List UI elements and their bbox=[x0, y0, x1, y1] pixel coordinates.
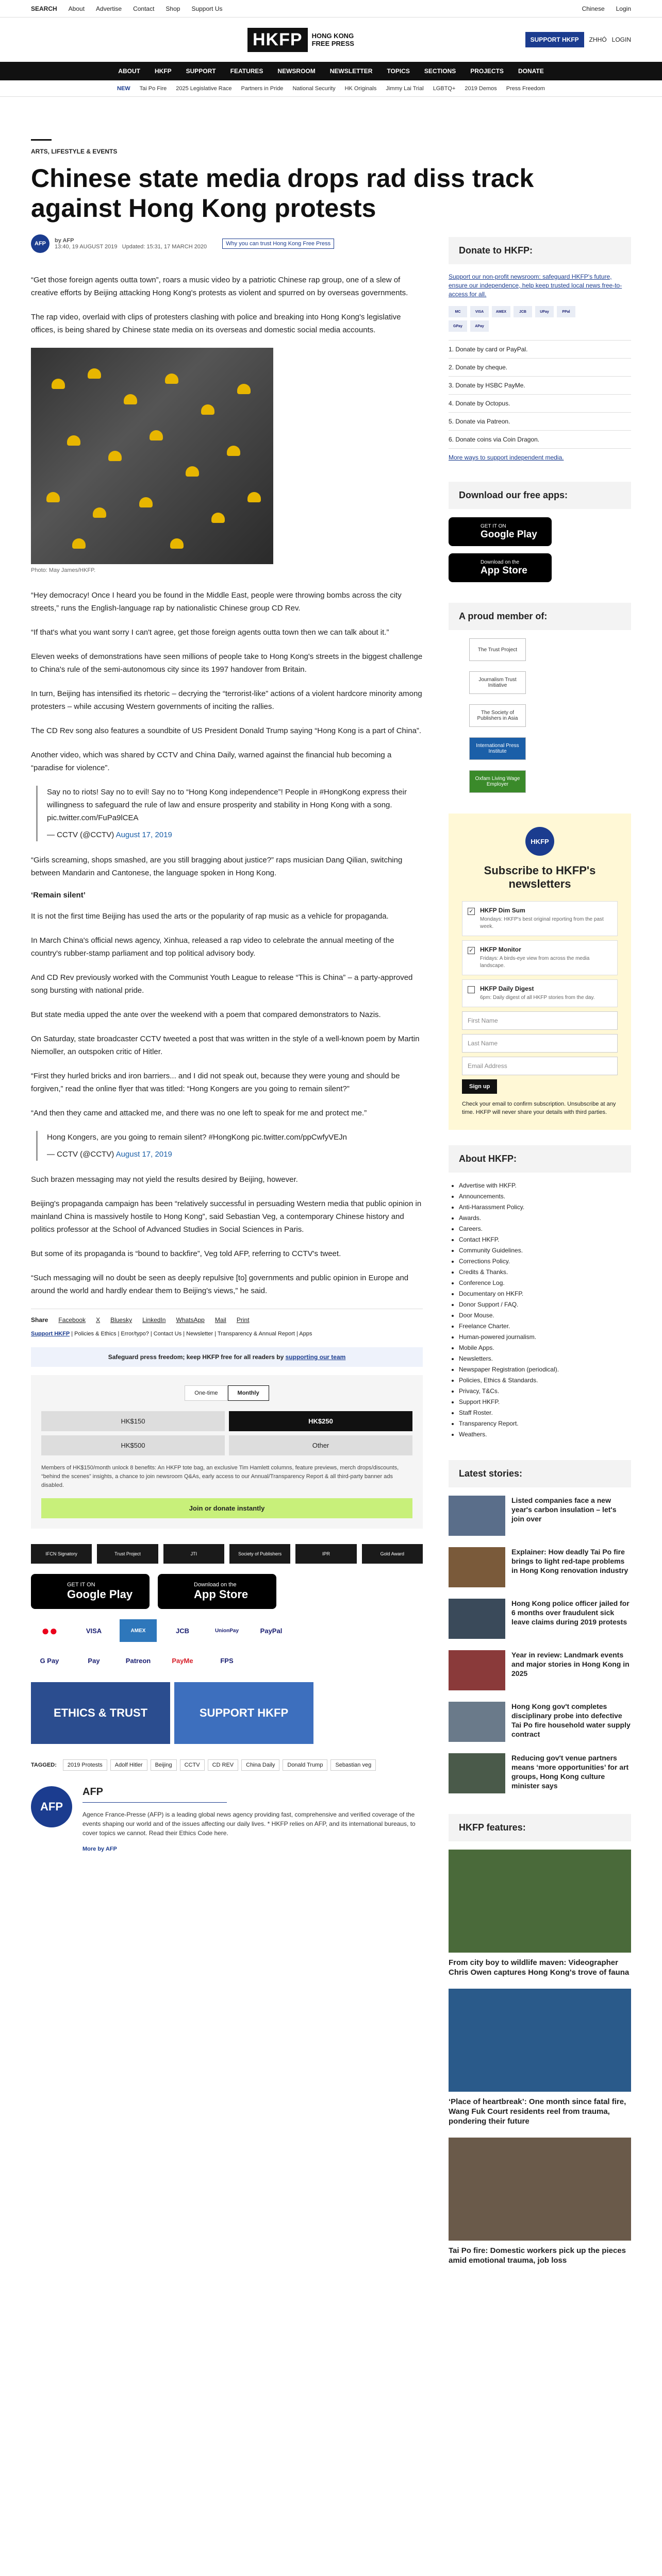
about-title: About HKFP: bbox=[449, 1145, 631, 1173]
paragraph: “If that's what you want sorry I can't agree, get those foreign agents outta town then we can talk about it.” bbox=[31, 628, 389, 637]
pay-payme[interactable]: PayMe bbox=[172, 1656, 193, 1665]
donate-option[interactable]: 1. Donate by card or PayPal. bbox=[449, 341, 631, 359]
latest-item[interactable]: Year in review: Landmark events and major stories in Hong Kong in 2025 bbox=[449, 1650, 631, 1690]
feature-item[interactable]: From city boy to wildlife maven: Videographer Chris Owen captures Hong Kong's trove of fauna bbox=[449, 1850, 631, 1977]
more-by-author-link[interactable]: More by AFP bbox=[82, 1846, 117, 1852]
paragraph: “First they hurled bricks and iron barriers... and I did not speak out, because they were young and should be forgiven,” read the online flyer that was titled: “Hong Kongers are you going to remain silent?” bbox=[31, 1072, 400, 1093]
publish-date: 13:40, 19 AUGUST 2019 bbox=[55, 244, 118, 250]
trending-item[interactable]: Jimmy Lai Trial bbox=[386, 85, 424, 92]
donate-option[interactable]: 2. Donate by cheque. bbox=[449, 359, 631, 377]
support-promo bbox=[31, 1347, 423, 1367]
about-link[interactable]: About bbox=[68, 5, 85, 12]
hkfp-avatar: HKFP bbox=[525, 827, 554, 856]
author-avatar[interactable]: AFP bbox=[31, 234, 49, 253]
paragraph: “Girls screaming, shops smashed, are you still bragging about justice?” raps musician Dang Qilian, switching between Mandarin and Cantonese, the language spoken in Hong Kong. bbox=[31, 856, 403, 877]
protest-photo bbox=[31, 348, 273, 564]
about-item[interactable]: • Policies, Ethics & Standards. bbox=[459, 1376, 631, 1385]
language-toggle[interactable]: ZHHÓ bbox=[589, 36, 607, 43]
chinese-link[interactable]: Chinese bbox=[582, 5, 605, 12]
tag[interactable]: Beijing bbox=[151, 1759, 177, 1771]
about-item[interactable]: • Community Guidelines. bbox=[459, 1246, 631, 1256]
byline bbox=[31, 234, 423, 253]
pay-paypal[interactable]: PayPal bbox=[260, 1626, 283, 1635]
pay-unionpay[interactable]: UnionPay bbox=[214, 1628, 239, 1634]
promo-text: Safeguard press freedom; keep HKFP free for all readers by bbox=[108, 1353, 284, 1361]
badge: Gold Award bbox=[362, 1544, 423, 1564]
member-logo[interactable]: Oxfam Living Wage Employer bbox=[469, 770, 526, 793]
trending-item[interactable]: National Security bbox=[292, 85, 336, 92]
about-item[interactable]: • Corrections Policy. bbox=[459, 1257, 631, 1266]
tweet-text: Hong Kongers, are you going to remain silent? #HongKong pic.twitter.com/ppCwfyVEJn bbox=[47, 1133, 347, 1142]
share-linkedin[interactable]: LinkedIn bbox=[142, 1316, 166, 1324]
tag[interactable]: China Daily bbox=[241, 1759, 279, 1771]
join-button[interactable]: Join or donate instantly bbox=[41, 1498, 412, 1518]
updated-date: Updated: 15:31, 17 MARCH 2020 bbox=[122, 244, 207, 250]
share-bluesky[interactable]: Bluesky bbox=[110, 1316, 133, 1324]
photo-caption: Photo: May James/HKFP. bbox=[31, 567, 96, 573]
newsletter-note: Check your email to confirm subscription. Unsubscribe at any time. HKFP will never share your details with third parties. bbox=[462, 1101, 616, 1115]
trending-item[interactable]: 2019 Demos bbox=[465, 85, 497, 92]
pay-gpay[interactable]: G Pay bbox=[40, 1656, 59, 1665]
login-button[interactable]: LOGIN bbox=[611, 36, 631, 43]
donate-title: Donate to HKFP: bbox=[449, 237, 631, 264]
paragraph: In March China's official news agency, Xinhua, released a rap video to celebrate the annual meeting of the country's rubber-stamp parliament and top political advisory body. bbox=[31, 936, 394, 958]
tag[interactable]: Donald Trump bbox=[283, 1759, 327, 1771]
site-header bbox=[0, 18, 662, 62]
support-hkfp-link[interactable]: Support HKFP bbox=[31, 1331, 70, 1337]
share-facebook[interactable]: Facebook bbox=[58, 1316, 86, 1324]
share-whatsapp[interactable]: WhatsApp bbox=[176, 1316, 205, 1324]
pay-jcb[interactable]: JCB bbox=[175, 1626, 189, 1635]
about-item[interactable]: • Newspaper Registration (periodical). bbox=[459, 1365, 631, 1375]
login-link[interactable]: Login bbox=[616, 5, 631, 12]
donate-text: Support our non-profit newsroom: safeguard HKFP's future, ensure our independence, help keep trusted local news free-to-access for all. bbox=[449, 273, 622, 298]
card-icon[interactable]: AMEX bbox=[492, 306, 510, 317]
author-box bbox=[31, 1786, 423, 1852]
about-item[interactable]: • Newsletters. bbox=[459, 1354, 631, 1364]
ethics-banner[interactable]: ETHICS & TRUST bbox=[31, 1682, 170, 1744]
sidebar bbox=[449, 237, 631, 2277]
download-title: Download our free apps: bbox=[449, 482, 631, 509]
author-box-name[interactable]: AFP bbox=[82, 1786, 103, 1798]
paragraph: In turn, Beijing has intensified its rhetoric – decrying the “terrorist-like” actions of a violent hardcore minority among protesters – while accusing Western governments of inciting the rallies. bbox=[31, 689, 422, 711]
trending-item[interactable]: Tai Po Fire bbox=[139, 85, 167, 92]
badge: Trust Project bbox=[97, 1544, 158, 1564]
google-play-button[interactable]: GET IT ON Google Play bbox=[449, 517, 552, 546]
frequency-toggle bbox=[41, 1385, 412, 1401]
badge: IFCN Signatory bbox=[31, 1544, 92, 1564]
checkbox-checked-icon[interactable]: ✓ bbox=[468, 908, 475, 915]
sidebar-app-buttons bbox=[449, 517, 631, 582]
about-item[interactable]: • Mobile Apps. bbox=[459, 1343, 631, 1353]
trending-item[interactable]: Partners in Pride bbox=[241, 85, 284, 92]
about-item[interactable]: • Contact HKFP. bbox=[459, 1235, 631, 1245]
nav-topics[interactable]: TOPICS bbox=[387, 67, 410, 75]
paragraph: “Such messaging will no doubt be seen as deeply repulsive [to] governments and public opinion in Europe and around the world and hardly endear them to Beijing's views,” he said. bbox=[31, 1274, 409, 1295]
paragraph: “And then they came and attacked me, and there was no one left to speak for me and protect me.” bbox=[31, 1109, 367, 1117]
author-name[interactable]: by AFP bbox=[55, 238, 74, 244]
top-bar bbox=[0, 0, 662, 18]
amount-option[interactable]: HK$150 bbox=[41, 1411, 225, 1431]
paragraph: And CD Rev previously worked with the Communist Youth League to release “This is China” – a party-approved song bursting with national pride. bbox=[31, 973, 413, 995]
sidebar-payment-icons bbox=[449, 306, 583, 332]
author-box-avatar[interactable]: AFP bbox=[31, 1786, 72, 1827]
google-play-button[interactable]: GET IT ON Google Play bbox=[31, 1574, 150, 1609]
about-list bbox=[449, 1181, 631, 1439]
checkbox-icon[interactable] bbox=[468, 986, 475, 993]
article-category[interactable]: ARTS, LIFESTYLE & EVENTS bbox=[31, 139, 52, 155]
newsletter-box bbox=[449, 814, 631, 1130]
app-store-button[interactable]: Download on the App Store bbox=[158, 1574, 276, 1609]
nav-projects[interactable]: PROJECTS bbox=[470, 67, 504, 75]
about-item[interactable]: • Credits & Thanks. bbox=[459, 1267, 631, 1277]
search-link[interactable]: SEARCH bbox=[31, 5, 57, 12]
about-item[interactable]: • Transparency Report. bbox=[459, 1419, 631, 1429]
badge: Society of Publishers bbox=[229, 1544, 290, 1564]
contact-link[interactable]: Contact bbox=[133, 5, 155, 12]
latest-item[interactable]: Hong Kong police officer jailed for 6 months over fraudulent sick leave claims during 2019 protests bbox=[449, 1599, 631, 1639]
donation-box bbox=[31, 1375, 423, 1529]
member-logo[interactable]: The Trust Project bbox=[469, 638, 526, 661]
trending-item[interactable]: LGBTQ+ bbox=[433, 85, 456, 92]
latest-title: Latest stories: bbox=[449, 1460, 631, 1487]
nav-sections[interactable]: SECTIONS bbox=[424, 67, 456, 75]
author-bio: Agence France-Presse (AFP) is a leading global news agency providing fast, comprehensive and verified coverage of the events shaping our world and of the issues affecting our daily lives. * HKFP relies on AFP, and its international bureaus, to cover topics we cannot. Read their Ethics Code here. bbox=[82, 1811, 416, 1837]
tag[interactable]: Sebastian veg bbox=[330, 1759, 376, 1771]
more-ways-link[interactable]: More ways to support independent media. bbox=[449, 454, 564, 461]
donate-option[interactable]: 4. Donate by Octopus. bbox=[449, 395, 631, 413]
features-title: HKFP features: bbox=[449, 1814, 631, 1841]
about-item[interactable]: • Donor Support / FAQ. bbox=[459, 1300, 631, 1310]
freq-monthly[interactable]: Monthly bbox=[228, 1385, 269, 1401]
latest-item[interactable]: Hong Kong gov't completes disciplinary probe into defective Tai Po fire household water supply contract bbox=[449, 1702, 631, 1742]
badge: JTI bbox=[163, 1544, 224, 1564]
pay-visa[interactable]: VISA bbox=[86, 1626, 102, 1635]
card-icon[interactable]: GPay bbox=[449, 320, 467, 332]
paragraph: It is not the first time Beijing has used the arts or the popularity of rap music as a vehicle for propaganda. bbox=[31, 912, 389, 921]
site-logo[interactable] bbox=[247, 28, 354, 52]
card-icon[interactable]: VISA bbox=[470, 306, 489, 317]
pay-fps[interactable]: FPS bbox=[220, 1656, 234, 1665]
tag[interactable]: Adolf Hitler bbox=[110, 1759, 147, 1771]
feature-item[interactable]: Tai Po fire: Domestic workers pick up the pieces amid emotional trauma, job loss bbox=[449, 2138, 631, 2265]
donate-options bbox=[449, 340, 631, 449]
trust-badges bbox=[31, 1544, 423, 1564]
mastercard-icon[interactable]: ●● bbox=[41, 1622, 58, 1638]
paragraph: Another video, which was shared by CCTV and China Daily, warned against the financial hub becoming a “paradise for violence”. bbox=[31, 751, 392, 772]
tag[interactable]: 2019 Protests bbox=[63, 1759, 107, 1771]
nav-features[interactable]: FEATURES bbox=[230, 67, 263, 75]
promo-link[interactable]: supporting our team bbox=[285, 1353, 346, 1361]
tag[interactable]: CD REV bbox=[208, 1759, 239, 1771]
about-item[interactable]: • Freelance Charter. bbox=[459, 1321, 631, 1331]
about-item[interactable]: • Staff Roster. bbox=[459, 1408, 631, 1418]
paragraph: “Hey democracy! Once I heard you be found in the Middle East, people were throwing bombs across the city streets,” runs the English-language rap by nationalistic Chinese group CD Rev. bbox=[31, 591, 402, 613]
trust-link[interactable]: Why you can trust Hong Kong Free Press bbox=[222, 239, 334, 249]
paragraph: Such brazen messaging may not yield the results desired by Beijing, however. bbox=[31, 1175, 298, 1184]
donate-option[interactable]: 5. Donate via Patreon. bbox=[449, 413, 631, 431]
nav-hkfp[interactable]: HKFP bbox=[154, 67, 172, 75]
app-store-buttons bbox=[31, 1574, 423, 1609]
latest-item[interactable]: Reducing gov't venue partners means ‘more opportunities’ for art groups, Hong Kong culture minister says bbox=[449, 1753, 631, 1793]
logo-mark: HKFP bbox=[247, 28, 308, 52]
pay-applepay[interactable]: Pay bbox=[88, 1656, 100, 1665]
share-label: Share bbox=[31, 1316, 48, 1324]
first-name-field[interactable]: First Name bbox=[462, 1011, 618, 1030]
support-link[interactable]: Support Us bbox=[191, 5, 223, 12]
about-item[interactable]: • Careers. bbox=[459, 1224, 631, 1234]
card-icon[interactable]: UPay bbox=[535, 306, 554, 317]
tag-list bbox=[31, 1759, 423, 1771]
member-logo[interactable]: The Society of Publishers in Asia bbox=[469, 704, 526, 727]
member-logo[interactable]: International Press Institute bbox=[469, 737, 526, 760]
last-name-field[interactable]: Last Name bbox=[462, 1034, 618, 1053]
about-item[interactable]: • Human-powered journalism. bbox=[459, 1332, 631, 1342]
trending-item[interactable]: 2025 Legislative Race bbox=[176, 85, 232, 92]
tweet-author: — CCTV (@CCTV) bbox=[47, 831, 114, 839]
share-print[interactable]: Print bbox=[236, 1316, 250, 1324]
promo-banners bbox=[31, 1682, 423, 1744]
amount-option[interactable]: HK$250 bbox=[229, 1411, 412, 1431]
trending-item[interactable]: HK Originals bbox=[344, 85, 377, 92]
latest-item[interactable]: Explainer: How deadly Tai Po fire brings to light red-tape problems in Hong Kong renovation industry bbox=[449, 1547, 631, 1587]
newsletter-title: Subscribe to HKFP's newsletters bbox=[484, 864, 596, 890]
footer-links bbox=[31, 1331, 423, 1337]
nav-newsroom[interactable]: NEWSROOM bbox=[277, 67, 316, 75]
nav-donate[interactable]: DONATE bbox=[518, 67, 544, 75]
member-logos bbox=[469, 638, 631, 793]
advertise-link[interactable]: Advertise bbox=[96, 5, 122, 12]
feature-item[interactable]: ‘Place of heartbreak’: One month since fatal fire, Wang Fuk Court residents reel from trauma, pondering their future bbox=[449, 1989, 631, 2126]
card-icon[interactable]: MC bbox=[449, 306, 467, 317]
about-item[interactable]: • Door Mouse. bbox=[459, 1311, 631, 1320]
tagged-label: TAGGED: bbox=[31, 1762, 57, 1768]
shop-link[interactable]: Shop bbox=[166, 5, 180, 12]
member-perks: Members of HK$150/month unlock 8 benefits: An HKFP tote bag, an exclusive Tim Hamlett columns, feature previews, merch drops/discounts, “behind the scenes” insights, a chance to join newsroom Q&As, early access to our Annual/Transparency Report & all third-party banner ads disabled. bbox=[41, 1465, 399, 1488]
about-item[interactable]: • Announcements. bbox=[459, 1192, 631, 1201]
about-item[interactable]: • Privacy, T&Cs. bbox=[459, 1386, 631, 1396]
about-item[interactable]: • Conference Log. bbox=[459, 1278, 631, 1288]
support-hkfp-button[interactable]: SUPPORT HKFP bbox=[525, 32, 584, 47]
donate-option[interactable]: 3. Donate by HSBC PayMe. bbox=[449, 377, 631, 395]
section-heading: ‘Remain silent’ bbox=[31, 891, 86, 900]
card-icon[interactable]: PPal bbox=[557, 306, 575, 317]
member-logo[interactable]: Journalism Trust Initiative bbox=[469, 671, 526, 694]
tweet-date-link[interactable]: August 17, 2019 bbox=[115, 1150, 172, 1159]
tag[interactable]: CCTV bbox=[180, 1759, 205, 1771]
feature-list bbox=[449, 1850, 631, 2265]
about-item[interactable]: • Documentary on HKFP. bbox=[459, 1289, 631, 1299]
email-field[interactable]: Email Address bbox=[462, 1057, 618, 1075]
paragraph: But some of its propaganda is “bound to backfire”, Veg told AFP, referring to CCTV's tweet. bbox=[31, 1249, 341, 1258]
tweet-text: Say no to riots! Say no to evil! Say no to “Hong Kong independence”! People in #HongKong express their willingness to safeguard the rule of law and ensure prosperity and stability in Hong Kong with a song. pic.twitter.com/FuPa9lCEA bbox=[47, 788, 407, 822]
sign-up-button[interactable]: Sign up bbox=[462, 1079, 497, 1094]
amount-option[interactable]: HK$500 bbox=[41, 1435, 225, 1455]
embedded-tweet bbox=[36, 1131, 423, 1161]
nav-about[interactable]: ABOUT bbox=[118, 67, 140, 75]
main-nav bbox=[0, 62, 662, 80]
pay-amex[interactable]: AMEX bbox=[120, 1619, 157, 1642]
tweet-author: — CCTV (@CCTV) bbox=[47, 1150, 114, 1159]
badge: IPR bbox=[295, 1544, 356, 1564]
header-actions bbox=[525, 32, 631, 47]
policy-links[interactable]: | Policies & Ethics | Error/typo? | Contact Us | Newsletter | Transparency & Annual Report | Apps bbox=[71, 1331, 312, 1337]
latest-list bbox=[449, 1496, 631, 1793]
about-item[interactable]: • Weathers. bbox=[459, 1430, 631, 1439]
newsletter-option[interactable]: ✓ HKFP Monitor Fridays: A birds-eye view from across the media landscape. bbox=[462, 940, 618, 975]
paragraph: The rap video, overlaid with clips of protesters clashing with police and breaking into Hong Kong's legislative offices, is being shared by Chinese state media on its overseas and domestic social media accounts. bbox=[31, 313, 401, 334]
share-bar bbox=[31, 1309, 423, 1324]
paragraph: Eleven weeks of demonstrations have seen millions of people take to Hong Kong's streets in the biggest challenge to China's rule of the semi-autonomous city since its 1997 handover from Britain. bbox=[31, 652, 423, 674]
about-item[interactable]: • Support HKFP. bbox=[459, 1397, 631, 1407]
tweet-date-link[interactable]: August 17, 2019 bbox=[115, 831, 172, 839]
trending-bar bbox=[0, 80, 662, 97]
share-mail[interactable]: Mail bbox=[214, 1316, 226, 1324]
trending-label: NEW bbox=[117, 85, 130, 92]
checkbox-checked-icon[interactable]: ✓ bbox=[468, 947, 475, 954]
donate-option[interactable]: 6. Donate coins via Coin Dragon. bbox=[449, 431, 631, 449]
member-title: A proud member of: bbox=[449, 603, 631, 630]
app-store-button[interactable]: Download on the App Store bbox=[449, 553, 552, 582]
nav-newsletter[interactable]: NEWSLETTER bbox=[329, 67, 373, 75]
logo-text: HONG KONG FREE PRESS bbox=[311, 32, 354, 47]
article-title: Chinese state media drops rad diss track against Hong Kong protests bbox=[31, 164, 534, 223]
amount-options bbox=[41, 1411, 412, 1455]
support-banner[interactable]: SUPPORT HKFP bbox=[174, 1682, 313, 1744]
paragraph: The CD Rev song also features a soundbite of US President Donald Trump saying “Hong Kong is a part of China”. bbox=[31, 726, 422, 735]
card-icon[interactable]: APay bbox=[470, 320, 489, 332]
card-icon[interactable]: JCB bbox=[514, 306, 532, 317]
amount-option[interactable]: Other bbox=[229, 1435, 412, 1455]
about-item[interactable]: • Anti-Harassment Policy. bbox=[459, 1202, 631, 1212]
about-item[interactable]: • Advertise with HKFP. bbox=[459, 1181, 631, 1191]
about-item[interactable]: • Awards. bbox=[459, 1213, 631, 1223]
newsletter-option[interactable]: ✓ HKFP Dim Sum Mondays: HKFP's best original reporting from the past week. bbox=[462, 901, 618, 936]
nav-support[interactable]: SUPPORT bbox=[186, 67, 216, 75]
paragraph: On Saturday, state broadcaster CCTV tweeted a post that was written in the style of a well-known poem by Martin Niemoller, an outspoken critic of Hitler. bbox=[31, 1035, 420, 1056]
freq-one-time[interactable]: One-time bbox=[185, 1385, 227, 1401]
latest-item[interactable]: Listed companies face a new year's carbon insulation – let's join over bbox=[449, 1496, 631, 1536]
share-x[interactable]: X bbox=[96, 1316, 101, 1324]
embedded-tweet bbox=[36, 786, 423, 841]
pay-patreon[interactable]: Patreon bbox=[125, 1656, 151, 1665]
trending-item[interactable]: Press Freedom bbox=[506, 85, 545, 92]
newsletter-option[interactable]: HKFP Daily Digest 6pm: Daily digest of all HKFP stories from the day. bbox=[462, 979, 618, 1007]
paragraph: Beijing's propaganda campaign has been “relatively successful in persuading Western media that public opinion in mainland China is massively hostile to Hong Kong”, said Sebastian Veg, a contemporary Chinese history and politics professor at the School of Advanced Studies in Social Sciences in Paris. bbox=[31, 1199, 422, 1234]
paragraph: “Get those foreign agents outta town”, roars a music video by a patriotic Chinese rap group, one of a slew of creative efforts by Beijing attacking Hong Kong's protests as violent and spurred on by overseas governments. bbox=[31, 276, 408, 297]
paragraph: But state media upped the ante over the weekend with a poem that compared demonstrators to Nazis. bbox=[31, 1010, 381, 1019]
payment-methods bbox=[31, 1619, 320, 1672]
